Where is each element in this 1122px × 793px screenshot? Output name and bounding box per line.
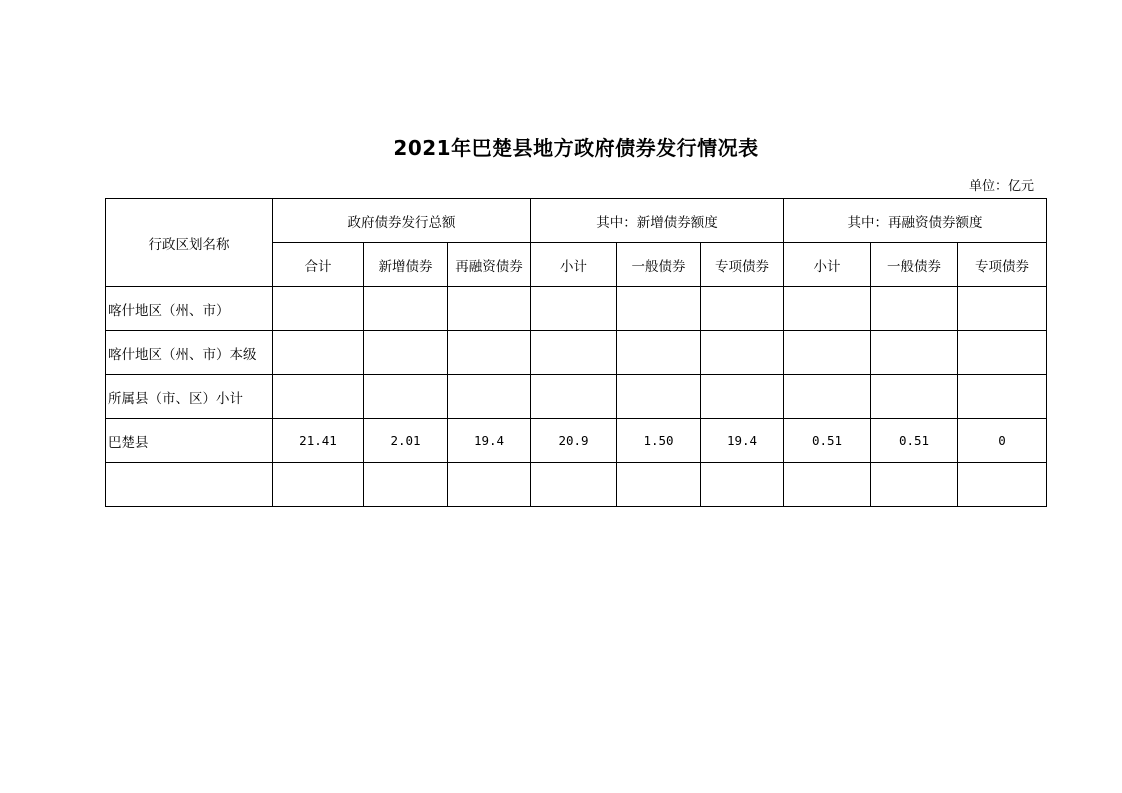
region-name-cell: 巴楚县 (106, 419, 273, 463)
table-row (106, 463, 1047, 507)
value-cell (701, 331, 784, 375)
value-cell (701, 287, 784, 331)
value-cell (448, 463, 531, 507)
value-cell (617, 463, 701, 507)
value-cell: 21.41 (273, 419, 364, 463)
value-cell: 19.4 (448, 419, 531, 463)
header-group-refinance: 其中：再融资债券额度 (784, 199, 1047, 243)
value-cell (273, 331, 364, 375)
value-cell (364, 331, 448, 375)
subheader-cell: 专项债券 (958, 243, 1047, 287)
value-cell: 0.51 (871, 419, 958, 463)
value-cell (617, 375, 701, 419)
header-group-new: 其中：新增债券额度 (531, 199, 784, 243)
value-cell (701, 463, 784, 507)
value-cell (958, 375, 1047, 419)
subheader-cell: 小计 (784, 243, 871, 287)
table-row (106, 331, 1047, 375)
value-cell (871, 463, 958, 507)
value-cell (784, 463, 871, 507)
region-name-cell: 喀什地区（州、市） (106, 287, 273, 331)
value-cell (531, 375, 617, 419)
bond-issuance-table (105, 198, 1047, 507)
value-cell (273, 375, 364, 419)
value-cell (273, 287, 364, 331)
value-cell: 2.01 (364, 419, 448, 463)
value-cell (784, 375, 871, 419)
table-row (106, 419, 1047, 463)
value-cell (871, 287, 958, 331)
value-cell (448, 287, 531, 331)
value-cell: 0.51 (784, 419, 871, 463)
unit-label: 单位：亿元 (968, 179, 1034, 194)
header-group-total: 政府债券发行总额 (273, 199, 531, 243)
value-cell (617, 287, 701, 331)
subheader-cell: 再融资债券 (448, 243, 531, 287)
value-cell: 0 (958, 419, 1047, 463)
value-cell (364, 375, 448, 419)
value-cell (958, 331, 1047, 375)
table-row (106, 375, 1047, 419)
value-cell (784, 331, 871, 375)
region-name-cell: 所属县（市、区）小计 (106, 375, 273, 419)
subheader-cell: 合计 (273, 243, 364, 287)
value-cell (871, 375, 958, 419)
value-cell: 19.4 (701, 419, 784, 463)
subheader-cell: 专项债券 (701, 243, 784, 287)
value-cell (701, 375, 784, 419)
value-cell (531, 463, 617, 507)
subheader-cell: 新增债券 (364, 243, 448, 287)
value-cell (531, 287, 617, 331)
header-region: 行政区划名称 (106, 199, 273, 287)
value-cell (871, 331, 958, 375)
value-cell (958, 287, 1047, 331)
subheader-cell: 小计 (531, 243, 617, 287)
value-cell (448, 331, 531, 375)
header-row-groups (106, 199, 1047, 243)
value-cell (531, 331, 617, 375)
value-cell (273, 463, 364, 507)
value-cell (448, 375, 531, 419)
value-cell (364, 463, 448, 507)
subheader-cell: 一般债券 (871, 243, 958, 287)
table-row (106, 287, 1047, 331)
table-body (106, 287, 1047, 507)
value-cell: 1.50 (617, 419, 701, 463)
value-cell (364, 287, 448, 331)
page-title: 2021年巴楚县地方政府债券发行情况表 (393, 136, 759, 160)
subheader-cell: 一般债券 (617, 243, 701, 287)
region-name-cell: 喀什地区（州、市）本级 (106, 331, 273, 375)
value-cell (784, 287, 871, 331)
value-cell (617, 331, 701, 375)
region-name-cell (106, 463, 273, 507)
value-cell: 20.9 (531, 419, 617, 463)
value-cell (958, 463, 1047, 507)
